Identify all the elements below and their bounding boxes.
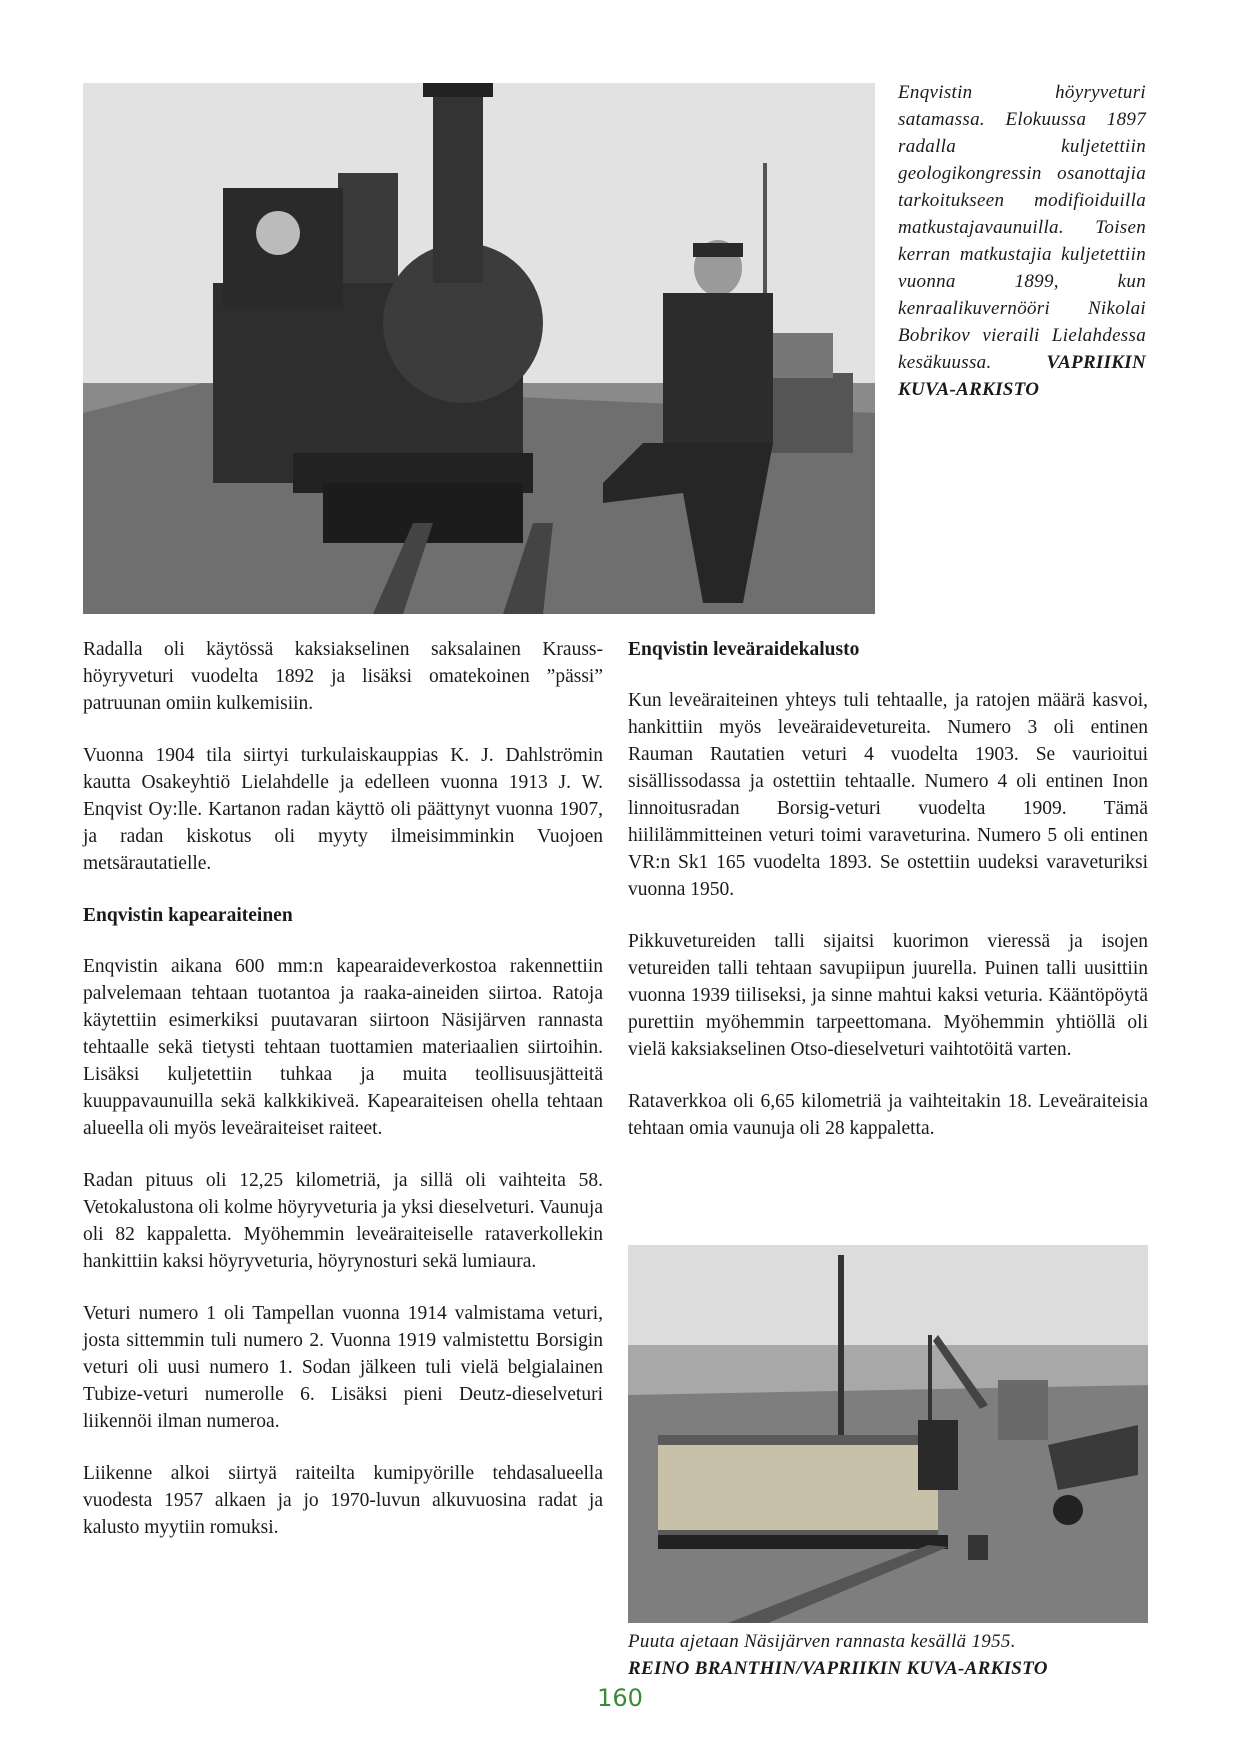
left-heading: Enqvistin kapearaiteinen	[83, 905, 293, 926]
top-caption-text: Enqvistin höyryveturi satamassa. Elokuussa 1897 radalla kuljetettiin geologikongressin osanottajia tarkoitukseen modifioiduilla matkustajavaunuilla. Toisen kerran matkustajia kuljetettiin vuonna 1899, kun kenraalikuvernööri Nikolai Bobrikov vieraili Lielahdessa kesäkuussa.	[898, 82, 1146, 373]
top-photo-caption	[898, 79, 1146, 403]
right-paragraph-3: Rataverkkoa oli 6,65 kilometriä ja vaihteitakin 18. Leveäraiteisia tehtaan omia vaunuja oli 28 kappaletta.	[628, 1091, 1148, 1139]
left-paragraph-6: Liikenne alkoi siirtyä raiteilta kumipyörille tehdasalueella vuodesta 1957 alkaen ja jo 1970-luvun alkuvuosina radat ja kalusto myytiin romuksi.	[83, 1463, 603, 1538]
page-number: 160	[597, 1684, 643, 1712]
right-heading: Enqvistin leveäraidekalusto	[628, 639, 860, 660]
left-paragraph-3: Enqvistin aikana 600 mm:n kapearaideverkostoa rakennettiin palvelemaan tehtaan tuotantoa ja raaka-aineiden siirtoa. Ratoja käytettiin esimerkiksi puutavaran siirtoon Näsijärven rannasta tehtaalle sekä tietysti tehtaan tuottamien materiaalien siirtoihin. Lisäksi kuljetettiin tuhkaa ja muita teollisuusjätteitä kuuppavaunuilla sekä kalkkikiveä. Kapearaiteisen ohella tehtaan alueella oli myös leveäraiteiset raiteet.	[83, 956, 603, 1139]
top-caption-credit: VAPRIIKIN KUVA-ARKISTO	[898, 352, 1146, 400]
bottom-caption-credit: REINO BRANTHIN/VAPRIIKIN KUVA-ARKISTO	[628, 1658, 1048, 1679]
left-paragraph-4: Radan pituus oli 12,25 kilometriä, ja sillä oli vaihteita 58. Vetokalustona oli kolme höyryveturia ja yksi dieselveturi. Vaunuja oli 82 kappaletta. Myöhemmin leveäraiteiselle rataverkollekin hankittiin kaksi höyryveturia, höyrynosturi sekä lumiaura.	[83, 1170, 603, 1272]
left-column	[83, 636, 603, 1566]
locomotive-photo	[83, 83, 875, 614]
left-paragraph-1: Radalla oli käytössä kaksiakselinen saksalainen Krauss-höyryveturi vuodelta 1892 ja lisäksi omatekoinen ”pässi” patruunan omiin kulkemisiin.	[83, 639, 603, 714]
left-paragraph-2: Vuonna 1904 tila siirtyi turkulaiskauppias K. J. Dahlströmin kautta Osakeyhtiö Lielahdelle ja edelleen vuonna 1913 J. W. Enqvist Oy:lle. Kartanon radan käyttö oli päättynyt vuonna 1907, ja radan kiskotus oli myyty ilmeisimminkin Vuojoen metsärautatielle.	[83, 745, 603, 874]
right-paragraph-1: Kun leveäraiteinen yhteys tuli tehtaalle, ja ratojen määrä kasvoi, hankittiin myös leveäraidevetureita. Numero 3 oli entinen Rauman Rautatien veturi 4 vuodelta 1903. Se vaurioitui sisällissodassa ja ostettiin tehtaalle. Numero 4 oli entinen Inon linnoitusradan Borsig-veturi vuodelta 1909. Tämä hiililämmitteinen veturi toimi varaveturina. Numero 5 oli entinen VR:n Sk1 165 vuodelta 1893. Se ostettiin uudeksi varaveturiksi vuonna 1950.	[628, 690, 1148, 900]
bottom-photo-caption	[628, 1628, 1188, 1682]
right-paragraph-2: Pikkuvetureiden talli sijaitsi kuorimon vieressä ja isojen vetureiden talli tehtaan savupiipun juurella. Puinen talli uusittiin vuonna 1939 tiiliseksi, ja sinne mahtui kaksi veturia. Kääntöpöytä purettiin myöhemmin tarpeettomana. Myöhemmin yhtiöllä oli vielä kaksiakselinen Otso-dieselveturi vaihtotöitä varten.	[628, 931, 1148, 1060]
right-column	[628, 636, 1148, 1167]
timber-train-photo	[628, 1245, 1148, 1623]
bottom-caption-text: Puuta ajetaan Näsijärven rannasta kesällä 1955.	[628, 1631, 1016, 1652]
left-paragraph-5: Veturi numero 1 oli Tampellan vuonna 1914 valmistama veturi, josta sittemmin tuli numero 2. Vuonna 1919 valmistettu Borsigin veturi oli uusi numero 1. Sodan jälkeen tuli vielä belgialainen Tubize-veturi numerolle 6. Lisäksi pieni Deutz-dieselveturi liikennöi ilman numeroa.	[83, 1303, 603, 1432]
